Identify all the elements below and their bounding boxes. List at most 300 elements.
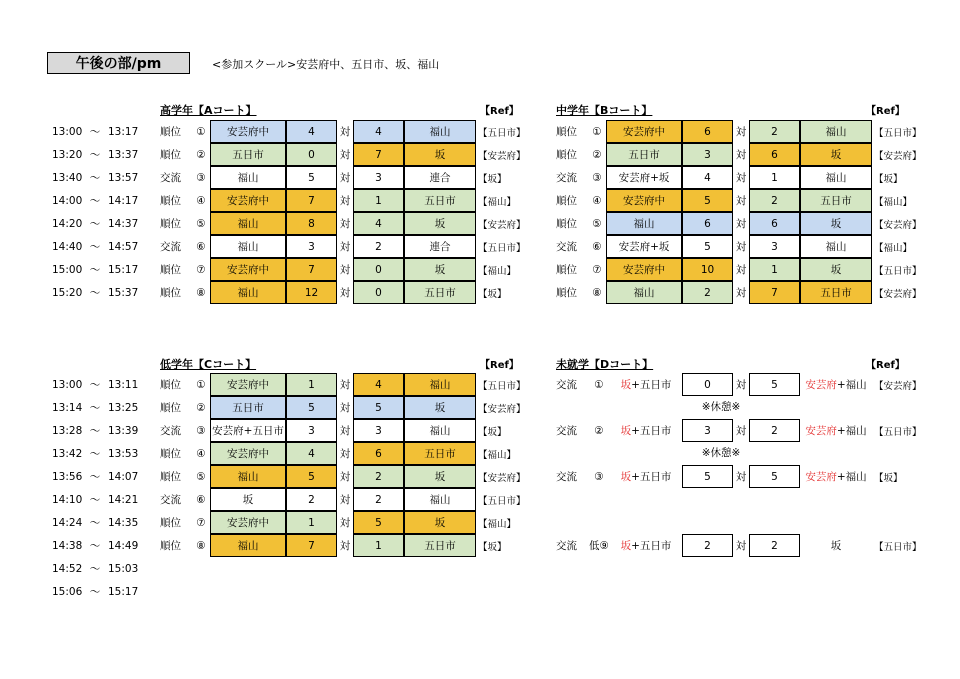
- vs-label: 対: [339, 195, 351, 207]
- time-tilde: 〜: [89, 264, 101, 276]
- team2: 福山: [404, 373, 476, 396]
- team2: 福山: [404, 488, 476, 511]
- team1: 福山: [210, 281, 286, 304]
- score1: 4: [286, 120, 337, 143]
- time-tilde: 〜: [89, 471, 101, 483]
- score1: 3: [682, 143, 733, 166]
- match-type: 交流: [160, 494, 181, 506]
- court-b-title: 中学年【Bコート】: [556, 104, 653, 117]
- score2: 1: [749, 166, 800, 189]
- time-end: 14:35: [108, 516, 139, 529]
- match-type: 交流: [556, 540, 577, 552]
- score1: 5: [682, 189, 733, 212]
- time-end: 13:17: [108, 125, 139, 138]
- score2: 7: [749, 281, 800, 304]
- match-type: 交流: [556, 471, 577, 483]
- score2: 6: [353, 442, 404, 465]
- referee: 【安芸府】: [874, 380, 922, 392]
- match-number: ⑦: [592, 263, 602, 276]
- time-start: 13:20: [52, 148, 83, 161]
- referee: 【福山】: [478, 449, 517, 461]
- referee: 【福山】: [478, 265, 517, 277]
- vs-label: 対: [735, 126, 747, 138]
- referee: 【五日市】: [478, 380, 526, 392]
- referee: 【五日市】: [874, 127, 922, 139]
- time-tilde: 〜: [89, 218, 101, 230]
- vs-label: 対: [735, 195, 747, 207]
- break-note: ※休憩※: [701, 447, 741, 459]
- score2: 0: [353, 258, 404, 281]
- team2: 福山: [404, 120, 476, 143]
- vs-label: 対: [339, 425, 351, 437]
- time-start: 13:00: [52, 125, 83, 138]
- vs-label: 対: [735, 471, 747, 483]
- vs-label: 対: [735, 264, 747, 276]
- vs-label: 対: [339, 149, 351, 161]
- score2: 1: [749, 258, 800, 281]
- team2: [800, 534, 872, 557]
- score1: 5: [286, 465, 337, 488]
- time-start: 13:56: [52, 470, 83, 483]
- match-number: ③: [592, 171, 602, 184]
- time-start: 14:52: [52, 562, 83, 575]
- score2: 4: [353, 212, 404, 235]
- vs-label: 対: [339, 494, 351, 506]
- match-number: ①: [594, 378, 604, 391]
- match-type: 順位: [160, 149, 181, 161]
- score1: 0: [682, 373, 733, 396]
- referee: 【安芸府】: [478, 472, 526, 484]
- team2-host: 安芸府: [805, 471, 837, 483]
- team1: 福山: [210, 212, 286, 235]
- time-tilde: 〜: [89, 425, 101, 437]
- vs-label: 対: [339, 540, 351, 552]
- time-tilde: 〜: [89, 563, 101, 575]
- referee: 【五日市】: [874, 265, 922, 277]
- team2-partner: +福山: [836, 425, 867, 437]
- time-tilde: 〜: [89, 540, 101, 552]
- team2: 福山: [404, 419, 476, 442]
- score2: 2: [353, 488, 404, 511]
- team1-partner: +五日市: [631, 540, 672, 552]
- team1-host: 坂: [620, 425, 632, 437]
- time-tilde: 〜: [89, 195, 101, 207]
- time-end: 14:17: [108, 194, 139, 207]
- match-number: ④: [592, 194, 602, 207]
- ref-header: 【Ref】: [480, 106, 519, 117]
- match-number: ④: [196, 447, 206, 460]
- score1: 5: [286, 166, 337, 189]
- score1: 1: [286, 373, 337, 396]
- team1: 福山: [210, 166, 286, 189]
- vs-label: 対: [735, 287, 747, 299]
- team1: 安芸府中: [210, 189, 286, 212]
- match-type: 交流: [556, 425, 577, 437]
- score1: 4: [286, 442, 337, 465]
- referee: 【五日市】: [478, 242, 526, 254]
- team1: 五日市: [210, 396, 286, 419]
- score1: 4: [682, 166, 733, 189]
- score2: 5: [353, 511, 404, 534]
- referee: 【坂】: [874, 472, 903, 484]
- match-type: 交流: [556, 241, 577, 253]
- match-number: ③: [594, 470, 604, 483]
- court-a-title: 高学年【Aコート】: [160, 104, 257, 117]
- score2: 4: [353, 120, 404, 143]
- match-type: 順位: [556, 149, 577, 161]
- match-type: 順位: [160, 471, 181, 483]
- team1: [610, 534, 682, 557]
- score1: 5: [682, 465, 733, 488]
- time-tilde: 〜: [89, 287, 101, 299]
- match-type: 順位: [556, 287, 577, 299]
- score1: 12: [286, 281, 337, 304]
- match-number: ⑧: [196, 539, 206, 552]
- match-number: ⑤: [592, 217, 602, 230]
- vs-label: 対: [735, 149, 747, 161]
- team2: 福山: [800, 235, 872, 258]
- score1: 5: [286, 396, 337, 419]
- time-end: 15:37: [108, 286, 139, 299]
- team1: 安芸府中: [210, 258, 286, 281]
- team1-host: 坂: [620, 379, 632, 391]
- vs-label: 対: [339, 471, 351, 483]
- match-number: ⑥: [196, 240, 206, 253]
- match-number: ③: [196, 424, 206, 437]
- vs-label: 対: [339, 264, 351, 276]
- time-tilde: 〜: [89, 126, 101, 138]
- time-start: 13:28: [52, 424, 83, 437]
- vs-label: 対: [339, 517, 351, 529]
- team1-partner: +五日市: [631, 425, 672, 437]
- participating-schools: <参加スクール>安芸府中、五日市、坂、福山: [212, 58, 440, 71]
- referee: 【坂】: [478, 541, 507, 553]
- time-end: 14:07: [108, 470, 139, 483]
- vs-label: 対: [339, 126, 351, 138]
- match-type: 順位: [160, 379, 181, 391]
- referee: 【福山】: [478, 518, 517, 530]
- team2: [800, 465, 872, 488]
- team1-partner: +五日市: [631, 471, 672, 483]
- score2: 7: [353, 143, 404, 166]
- team1-host: 坂: [620, 540, 632, 552]
- vs-label: 対: [339, 241, 351, 253]
- vs-label: 対: [339, 402, 351, 414]
- match-number: ⑤: [196, 470, 206, 483]
- score1: 8: [286, 212, 337, 235]
- match-type: 交流: [160, 241, 181, 253]
- time-start: 14:24: [52, 516, 83, 529]
- time-start: 15:00: [52, 263, 83, 276]
- referee: 【坂】: [478, 288, 507, 300]
- vs-label: 対: [339, 172, 351, 184]
- ref-header: 【Ref】: [480, 360, 519, 371]
- team2: 坂: [404, 465, 476, 488]
- match-number: ⑥: [196, 493, 206, 506]
- team2: 坂: [800, 258, 872, 281]
- match-type: 順位: [160, 264, 181, 276]
- match-type: 順位: [160, 218, 181, 230]
- team1: 福山: [606, 212, 682, 235]
- time-start: 14:10: [52, 493, 83, 506]
- score1: 3: [286, 235, 337, 258]
- team2-host: 安芸府: [805, 425, 837, 437]
- time-end: 14:49: [108, 539, 139, 552]
- time-end: 13:39: [108, 424, 139, 437]
- referee: 【安芸府】: [874, 219, 922, 231]
- time-end: 13:37: [108, 148, 139, 161]
- score2: 2: [749, 534, 800, 557]
- team1-host: 坂: [620, 471, 632, 483]
- score2: 2: [749, 419, 800, 442]
- team1: 五日市: [606, 143, 682, 166]
- time-end: 13:25: [108, 401, 139, 414]
- team1: [610, 419, 682, 442]
- time-start: 14:38: [52, 539, 83, 552]
- team1: [610, 373, 682, 396]
- team1: 安芸府中: [606, 258, 682, 281]
- match-type: 交流: [556, 172, 577, 184]
- referee: 【坂】: [478, 426, 507, 438]
- match-type: 順位: [160, 402, 181, 414]
- team2: 五日市: [404, 189, 476, 212]
- score1: 3: [682, 419, 733, 442]
- team2: 坂: [800, 143, 872, 166]
- team1: 安芸府中: [606, 189, 682, 212]
- time-start: 13:40: [52, 171, 83, 184]
- team1: 福山: [210, 465, 286, 488]
- score2: 1: [353, 189, 404, 212]
- score2: 3: [749, 235, 800, 258]
- time-tilde: 〜: [89, 517, 101, 529]
- referee: 【安芸府】: [874, 288, 922, 300]
- time-start: 14:00: [52, 194, 83, 207]
- time-tilde: 〜: [89, 241, 101, 253]
- referee: 【安芸府】: [478, 219, 526, 231]
- score2: 5: [353, 396, 404, 419]
- team1: 福山: [606, 281, 682, 304]
- vs-label: 対: [339, 379, 351, 391]
- vs-label: 対: [735, 218, 747, 230]
- team1: 安芸府中: [210, 373, 286, 396]
- match-number: ①: [196, 125, 206, 138]
- time-start: 15:20: [52, 286, 83, 299]
- time-start: 13:00: [52, 378, 83, 391]
- time-end: 13:57: [108, 171, 139, 184]
- referee: 【坂】: [478, 173, 507, 185]
- team1: 安芸府+坂: [606, 235, 682, 258]
- score1: 7: [286, 258, 337, 281]
- score2: 5: [749, 373, 800, 396]
- team1: 安芸府+坂: [606, 166, 682, 189]
- match-type: 順位: [556, 126, 577, 138]
- team2: 坂: [404, 212, 476, 235]
- match-number: ⑦: [196, 516, 206, 529]
- referee: 【五日市】: [478, 495, 526, 507]
- time-start: 13:14: [52, 401, 83, 414]
- team1: 福山: [210, 235, 286, 258]
- team2: 坂: [404, 258, 476, 281]
- score1: 7: [286, 534, 337, 557]
- time-start: 15:06: [52, 585, 83, 598]
- team2: 坂: [404, 396, 476, 419]
- match-number: ③: [196, 171, 206, 184]
- match-number: ⑥: [592, 240, 602, 253]
- score1: 6: [682, 212, 733, 235]
- referee: 【安芸府】: [478, 150, 526, 162]
- time-tilde: 〜: [89, 448, 101, 460]
- match-type: 順位: [160, 126, 181, 138]
- referee: 【安芸府】: [478, 403, 526, 415]
- match-number: 低⑨: [589, 540, 609, 552]
- score1: 6: [682, 120, 733, 143]
- time-tilde: 〜: [89, 379, 101, 391]
- team1: 安芸府中: [606, 120, 682, 143]
- match-type: 順位: [160, 448, 181, 460]
- team2: 連合: [404, 166, 476, 189]
- score2: 6: [749, 212, 800, 235]
- time-tilde: 〜: [89, 402, 101, 414]
- match-number: ②: [196, 401, 206, 414]
- team2: 五日市: [404, 442, 476, 465]
- match-number: ⑤: [196, 217, 206, 230]
- team2: 五日市: [800, 189, 872, 212]
- vs-label: 対: [735, 425, 747, 437]
- time-tilde: 〜: [89, 149, 101, 161]
- team1: 五日市: [210, 143, 286, 166]
- referee: 【福山】: [874, 242, 913, 254]
- match-number: ⑧: [196, 286, 206, 299]
- team2: [800, 373, 872, 396]
- time-end: 14:57: [108, 240, 139, 253]
- team2-host: 安芸府: [805, 379, 837, 391]
- match-number: ⑦: [196, 263, 206, 276]
- team2: 五日市: [404, 281, 476, 304]
- break-note: ※休憩※: [701, 401, 741, 413]
- team1: 安芸府中: [210, 120, 286, 143]
- time-end: 13:11: [108, 378, 139, 391]
- vs-label: 対: [339, 287, 351, 299]
- time-end: 15:17: [108, 263, 139, 276]
- match-number: ①: [196, 378, 206, 391]
- time-start: 14:40: [52, 240, 83, 253]
- score1: 1: [286, 511, 337, 534]
- vs-label: 対: [735, 379, 747, 391]
- time-tilde: 〜: [89, 172, 101, 184]
- time-tilde: 〜: [89, 586, 101, 598]
- time-start: 13:42: [52, 447, 83, 460]
- score1: 2: [286, 488, 337, 511]
- time-end: 15:17: [108, 585, 139, 598]
- referee: 【五日市】: [874, 426, 922, 438]
- match-type: 順位: [160, 195, 181, 207]
- team2-partner: 坂: [830, 540, 842, 552]
- ref-header: 【Ref】: [866, 360, 905, 371]
- vs-label: 対: [339, 218, 351, 230]
- team2: 連合: [404, 235, 476, 258]
- time-start: 14:20: [52, 217, 83, 230]
- match-number: ⑧: [592, 286, 602, 299]
- team2: 福山: [800, 120, 872, 143]
- team2-partner: +福山: [836, 471, 867, 483]
- court-c-title: 低学年【Cコート】: [160, 358, 257, 371]
- vs-label: 対: [735, 172, 747, 184]
- team2: 五日市: [800, 281, 872, 304]
- score1: 5: [682, 235, 733, 258]
- score2: 0: [353, 281, 404, 304]
- score1: 0: [286, 143, 337, 166]
- team2: 坂: [800, 212, 872, 235]
- score1: 2: [682, 534, 733, 557]
- team2: 五日市: [404, 534, 476, 557]
- score2: 4: [353, 373, 404, 396]
- match-type: 交流: [556, 379, 577, 391]
- score2: 1: [353, 534, 404, 557]
- match-type: 交流: [160, 172, 181, 184]
- match-number: ④: [196, 194, 206, 207]
- team2-partner: +福山: [836, 379, 867, 391]
- referee: 【坂】: [874, 173, 903, 185]
- team1-partner: +五日市: [631, 379, 672, 391]
- referee: 【福山】: [874, 196, 913, 208]
- score1: 2: [682, 281, 733, 304]
- match-type: 順位: [160, 517, 181, 529]
- time-end: 14:21: [108, 493, 139, 506]
- team1: 坂: [210, 488, 286, 511]
- score1: 10: [682, 258, 733, 281]
- team1: 安芸府中: [210, 511, 286, 534]
- time-end: 15:03: [108, 562, 139, 575]
- score2: 5: [749, 465, 800, 488]
- score2: 3: [353, 166, 404, 189]
- vs-label: 対: [735, 241, 747, 253]
- match-type: 交流: [160, 425, 181, 437]
- vs-label: 対: [735, 540, 747, 552]
- team1: 安芸府中: [210, 442, 286, 465]
- match-type: 順位: [160, 287, 181, 299]
- score1: 7: [286, 189, 337, 212]
- team1: [610, 465, 682, 488]
- referee: 【安芸府】: [874, 150, 922, 162]
- score2: 2: [749, 120, 800, 143]
- ref-header: 【Ref】: [866, 106, 905, 117]
- referee: 【福山】: [478, 196, 517, 208]
- team2: [800, 419, 872, 442]
- score2: 2: [353, 465, 404, 488]
- referee: 【五日市】: [478, 127, 526, 139]
- score2: 2: [353, 235, 404, 258]
- team2: 坂: [404, 143, 476, 166]
- page-title: 午後の部/pm: [47, 52, 190, 74]
- match-number: ②: [196, 148, 206, 161]
- vs-label: 対: [339, 448, 351, 460]
- score2: 6: [749, 143, 800, 166]
- team2: 福山: [800, 166, 872, 189]
- match-type: 順位: [556, 264, 577, 276]
- score2: 3: [353, 419, 404, 442]
- team1: 福山: [210, 534, 286, 557]
- time-end: 13:53: [108, 447, 139, 460]
- match-type: 順位: [556, 218, 577, 230]
- match-number: ①: [592, 125, 602, 138]
- score2: 2: [749, 189, 800, 212]
- score1: 3: [286, 419, 337, 442]
- match-number: ②: [592, 148, 602, 161]
- team2: 坂: [404, 511, 476, 534]
- time-end: 14:37: [108, 217, 139, 230]
- match-number: ②: [594, 424, 604, 437]
- match-type: 順位: [160, 540, 181, 552]
